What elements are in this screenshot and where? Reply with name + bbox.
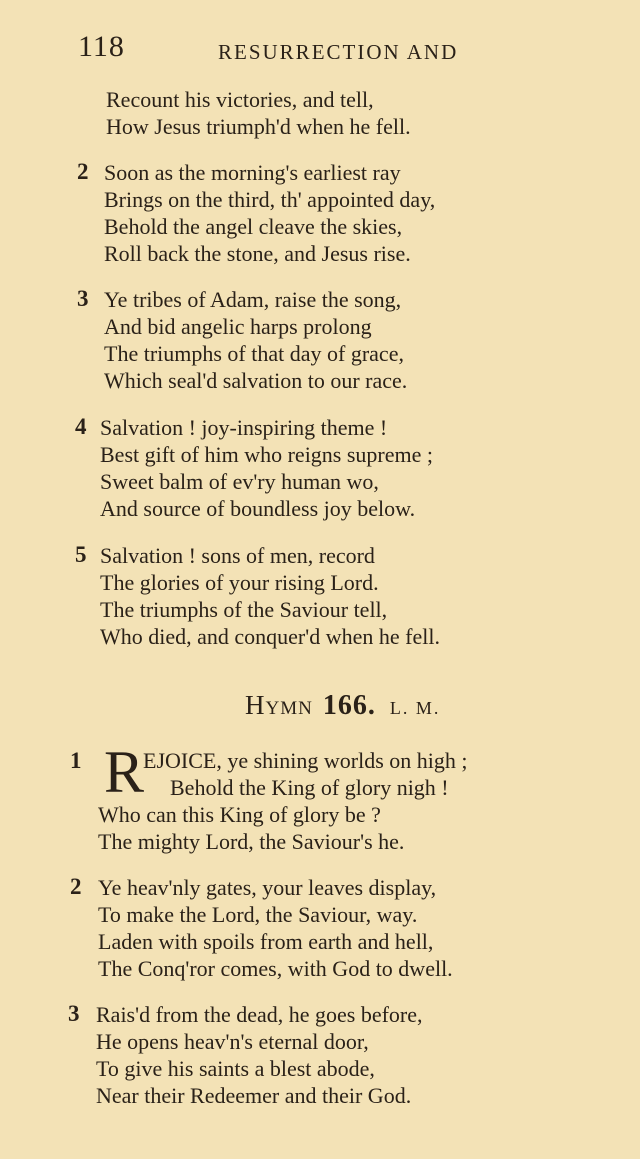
verse-line: Rais'd from the dead, he goes before, (96, 1002, 423, 1027)
verse-line: Which seal'd salvation to our race. (104, 368, 408, 393)
verse-line: Salvation ! sons of men, record (100, 543, 375, 568)
hymn-heading-word: Hymn (245, 690, 313, 720)
verse-line: Ye heav'nly gates, your leaves display, (98, 875, 437, 900)
hymn-meter: L. M. (389, 698, 441, 718)
stanza-number: 3 (77, 286, 89, 311)
stanza-number: 3 (68, 1001, 80, 1026)
verse-line: EJOICE, ye shining worlds on high ; (143, 748, 468, 773)
stanza-number: 5 (75, 542, 87, 567)
page-number: 118 (78, 30, 125, 63)
stanza-number: 2 (70, 874, 82, 899)
verse-line: Behold the King of glory nigh ! (170, 775, 449, 800)
verse-line: The glories of your rising Lord. (100, 570, 379, 595)
stanza-number: 4 (75, 414, 87, 439)
verse-line: Salvation ! joy-inspiring theme ! (100, 415, 388, 440)
verse-line: Roll back the stone, and Jesus rise. (104, 241, 411, 266)
verse-line: Sweet balm of ev'ry human wo, (100, 469, 379, 494)
verse-line: The mighty Lord, the Saviour's he. (98, 829, 405, 854)
verse-line: Who can this King of glory be ? (98, 802, 381, 827)
running-title: RESURRECTION AND (218, 40, 459, 64)
verse-line: To make the Lord, the Saviour, way. (98, 902, 418, 927)
verse-line: Laden with spoils from earth and hell, (98, 929, 434, 954)
running-head (78, 30, 508, 70)
verse-line: Best gift of him who reigns supreme ; (100, 442, 434, 467)
verse-line: The triumphs of that day of grace, (104, 341, 404, 366)
verse-line: The triumphs of the Saviour tell, (100, 597, 388, 622)
verse-line: To give his saints a blest abode, (96, 1056, 375, 1081)
hymn-number: 166. (322, 690, 376, 721)
verse-line: He opens heav'n's eternal door, (96, 1029, 369, 1054)
stanza-number: 2 (77, 159, 89, 184)
continued-line-2: How Jesus triumph'd when he fell. (106, 114, 411, 139)
verse-line: Brings on the third, th' appointed day, (104, 187, 436, 212)
verse-line: Who died, and conquer'd when he fell. (100, 624, 440, 649)
bleed-through-decoration (586, 86, 640, 986)
verse-line: And bid angelic harps prolong (104, 314, 372, 339)
verse-line: Ye tribes of Adam, raise the song, (104, 287, 402, 312)
verse-line: Near their Redeemer and their God. (96, 1083, 412, 1108)
hymn-heading (245, 690, 440, 722)
continued-line-1: Recount his victories, and tell, (106, 87, 374, 112)
verse-line: Soon as the morning's earliest ray (104, 160, 401, 185)
verse-line: Behold the angel cleave the skies, (104, 214, 403, 239)
verse-line: The Conq'ror comes, with God to dwell. (98, 956, 453, 981)
verse-line: And source of boundless joy below. (100, 496, 416, 521)
stanza-number: 1 (70, 748, 82, 773)
drop-cap: R (104, 739, 145, 805)
